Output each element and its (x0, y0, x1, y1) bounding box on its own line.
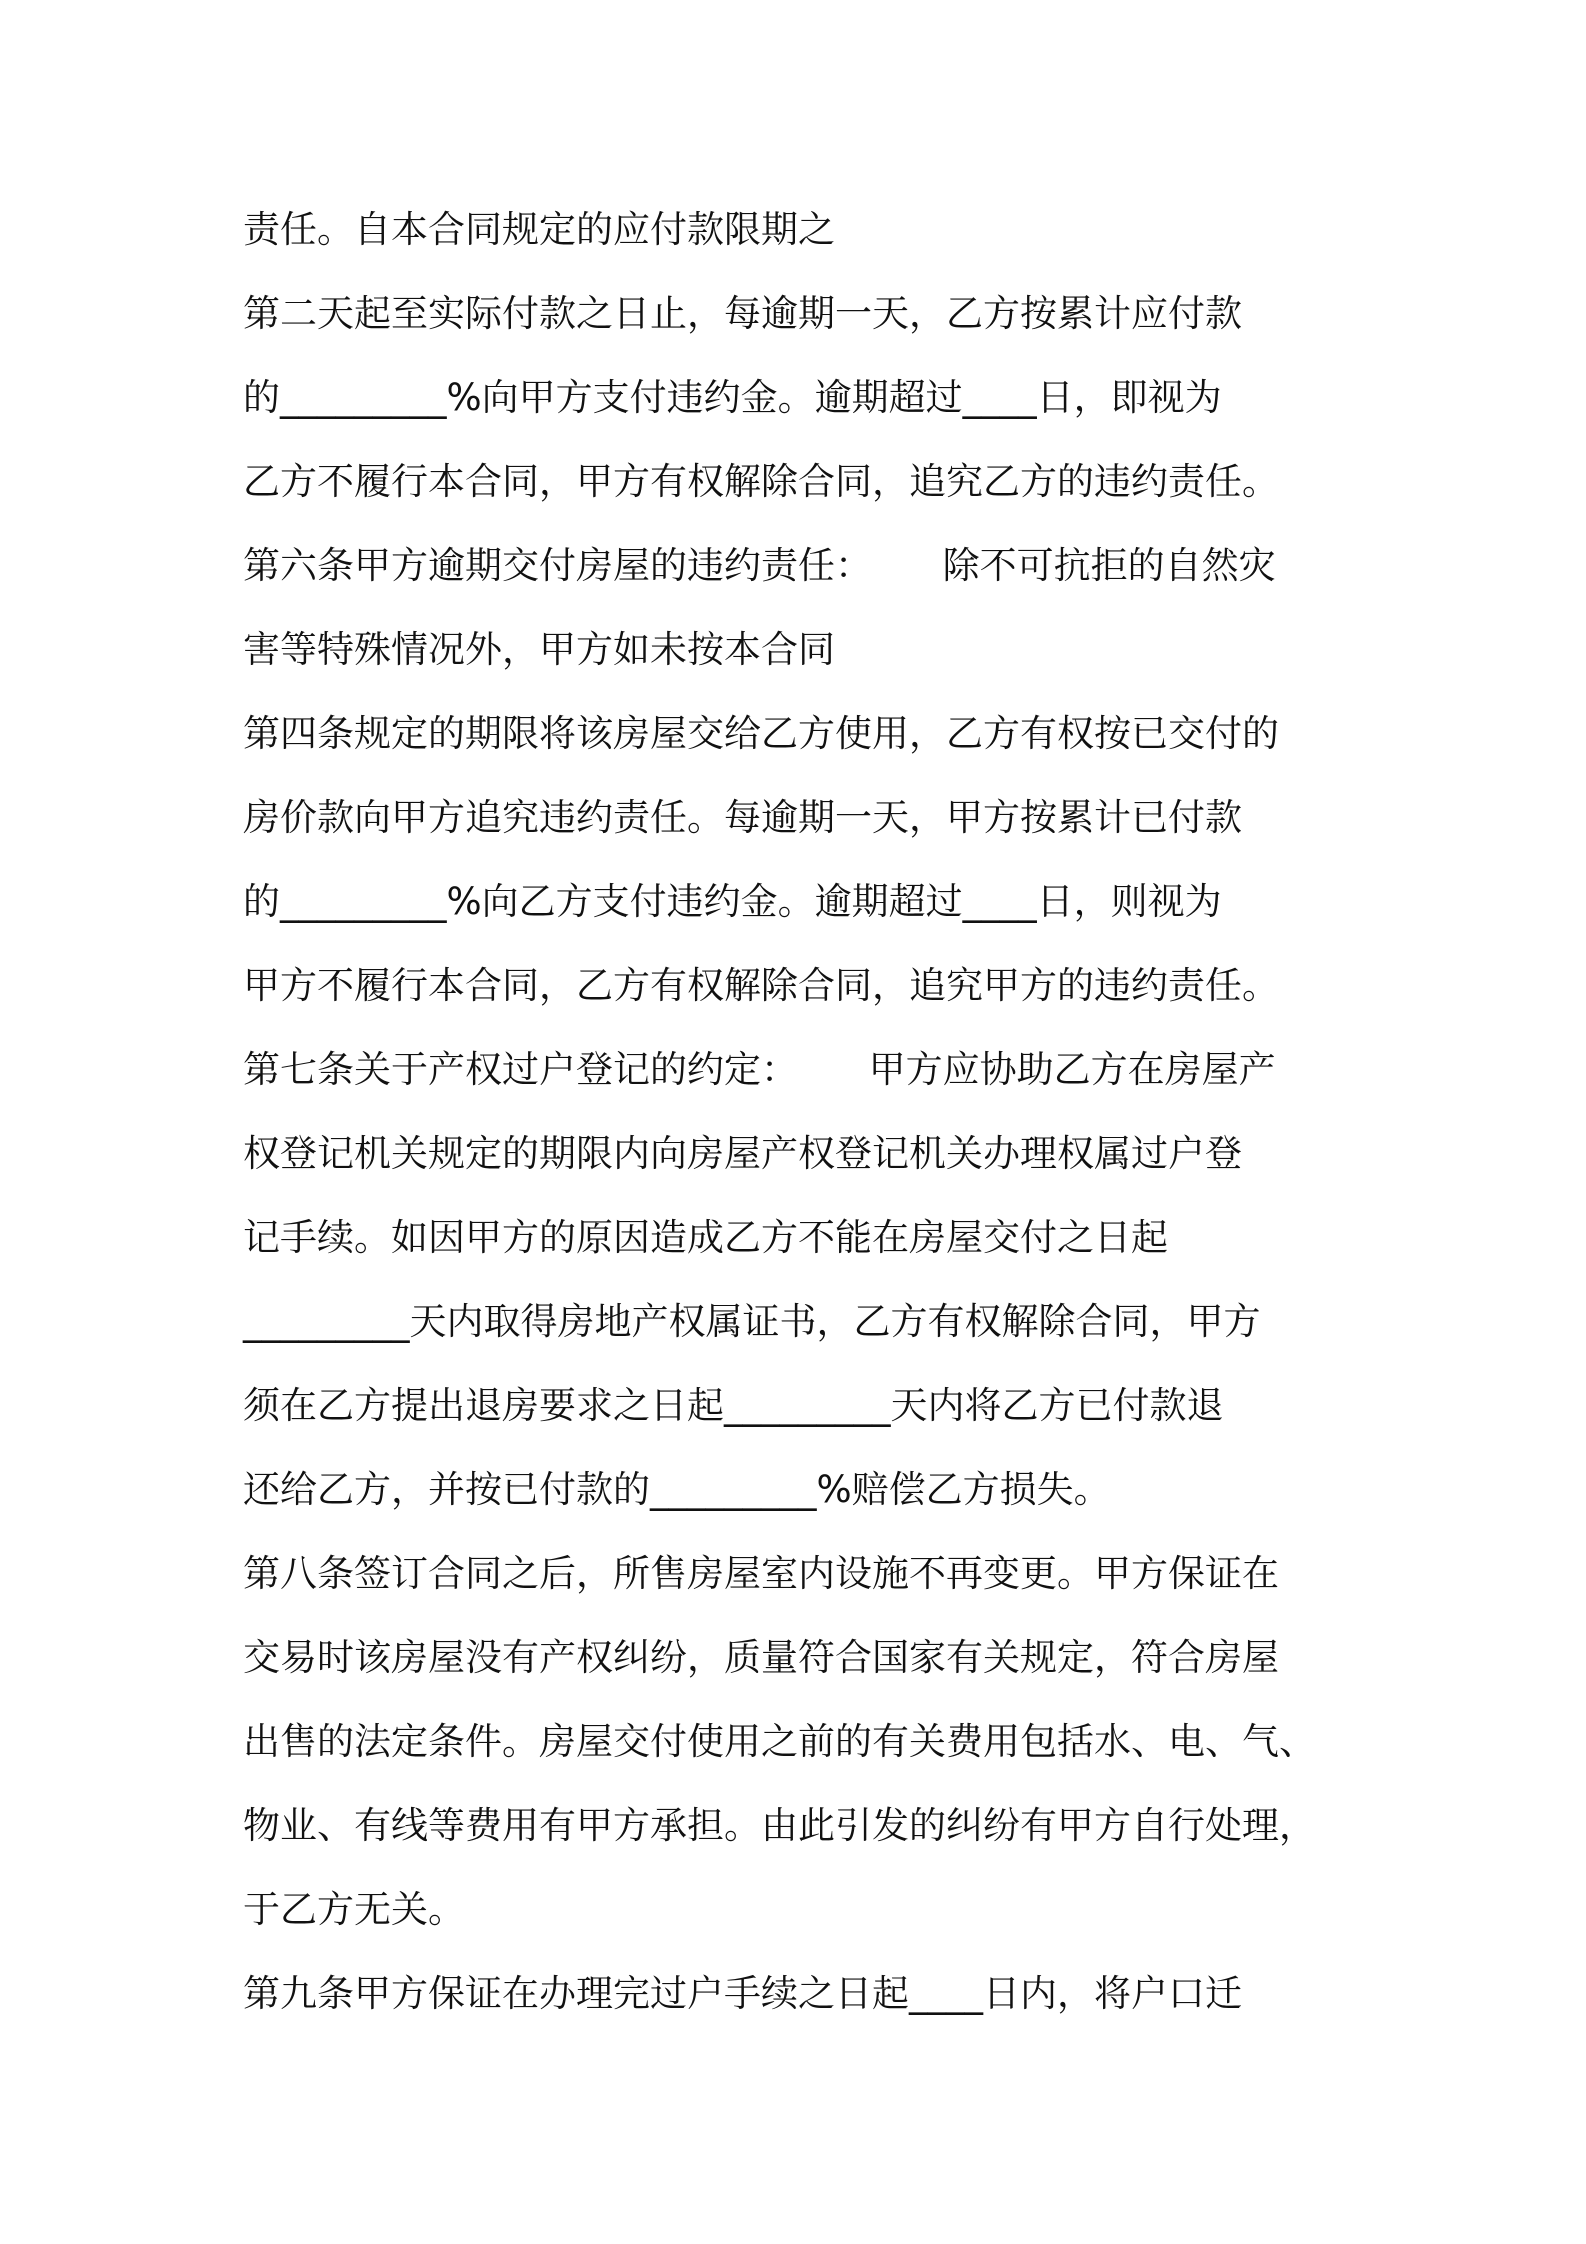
text-line: 甲方不履行本合同，乙方有权解除合同，追究甲方的违约责任。 (243, 964, 1279, 1007)
text-line: 第四条规定的期限将该房屋交给乙方使用，乙方有权按已交付的 (243, 712, 1279, 755)
text-line: 记手续。如因甲方的原因造成乙方不能在房屋交付之日起 (243, 1216, 1168, 1259)
text-line: 的_________%向甲方支付违约金。逾期超过____日，即视为 (243, 376, 1222, 419)
article-7-heading-line: 第七条关于产权过户登记的约定： 甲方应协助乙方在房屋产 (243, 1048, 1276, 1091)
text-line: 交易时该房屋没有产权纠纷，质量符合国家有关规定，符合房屋 (243, 1636, 1279, 1679)
text-line: 物业、有线等费用有甲方承担。由此引发的纠纷有甲方自行处理， (243, 1804, 1316, 1847)
article-9-line: 第九条甲方保证在办理完过户手续之日起____日内，将户口迁 (243, 1972, 1242, 2015)
text-line: 房价款向甲方追究违约责任。每逾期一天，甲方按累计已付款 (243, 796, 1242, 839)
text-line: 第二天起至实际付款之日止，每逾期一天，乙方按累计应付款 (243, 292, 1242, 335)
text-line: 出售的法定条件。房屋交付使用之前的有关费用包括水、电、气、 (243, 1720, 1316, 1763)
text-line: 害等特殊情况外，甲方如未按本合同 (243, 628, 835, 671)
text-line: 权登记机关规定的期限内向房屋产权登记机关办理权属过户登 (243, 1132, 1242, 1175)
contract-text-body (243, 188, 1363, 2036)
text-line: 须在乙方提出退房要求之日起_________天内将乙方已付款退 (243, 1384, 1224, 1427)
article-8-line: 第八条签订合同之后，所售房屋室内设施不再变更。甲方保证在 (243, 1552, 1279, 1595)
article-6-heading-line: 第六条甲方逾期交付房屋的违约责任： 除不可抗拒的自然灾 (243, 544, 1276, 587)
text-line: 的_________%向乙方支付违约金。逾期超过____日，则视为 (243, 880, 1222, 923)
text-line: 于乙方无关。 (243, 1888, 465, 1931)
text-line: 还给乙方，并按已付款的_________%赔偿乙方损失。 (243, 1468, 1111, 1511)
text-line: 责任。自本合同规定的应付款限期之 (243, 208, 835, 251)
text-line: 乙方不履行本合同，甲方有权解除合同，追究乙方的违约责任。 (243, 460, 1279, 503)
text-line: _________天内取得房地产权属证书，乙方有权解除合同，甲方 (243, 1300, 1261, 1343)
